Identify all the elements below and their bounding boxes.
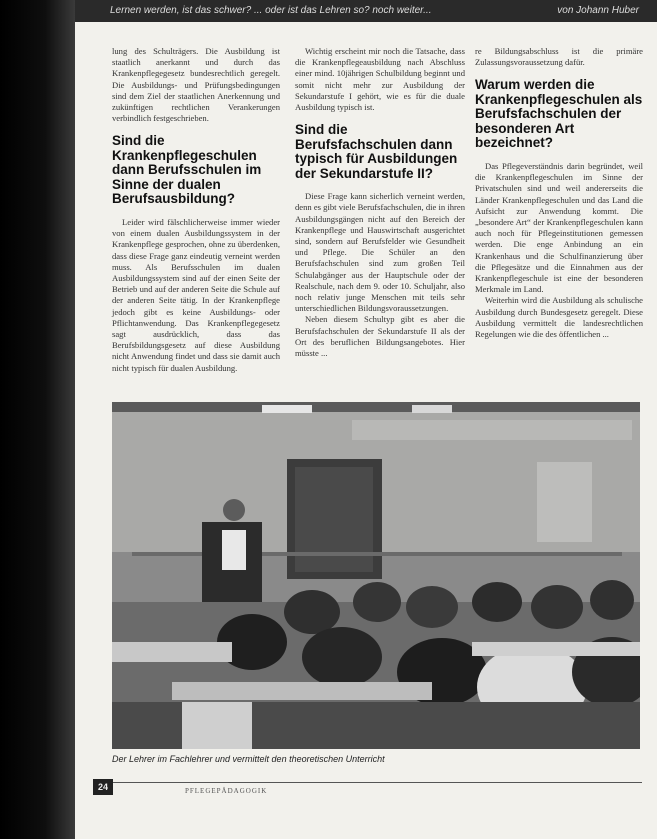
footer-brand: PFLEGEPÄDAGOGIK [185, 787, 268, 795]
paragraph: Weiterhin wird die Ausbildung als schulische Ausbildung durch Bundesgesetz geregelt. Diese Ausbildung vermittelt die landesrechtlichen Regelungen wie die des öffentlichen ... [475, 295, 643, 339]
photo-caption: Der Lehrer im Fachlehrer und vermittelt den theoretischen Unterricht [112, 754, 385, 764]
page-number: 24 [93, 779, 113, 795]
paragraph: Diese Frage kann sicherlich verneint werden, denn es gibt viele Berufsfachschulen, die in ihren Ausbildungsgängen nicht auf den Bereich der Krankenpflege und Hauswirtschaft ausgerichtet sind, sondern auf Berufsfelder wie Gesundheit und Pflege. Die Schüler an den Berufsfachschulen sind zum großen Teil Schulabgänger aus der Hauptschule oder der Realschule, nach dem 9. oder 10. Schuljahr, also noch relativ junge Menschen mit teils sehr unterschiedlichen Bildungsvoraussetzungen. [295, 191, 465, 314]
running-header [75, 0, 657, 22]
paragraph: re Bildungsabschluss ist die primäre Zulassungsvoraussetzung dafür. [475, 46, 643, 68]
classroom-photo-illustration [112, 402, 640, 749]
paragraph: Neben diesem Schultyp gibt es aber die Berufsfachschulen der Sekundarstufe II als der Ort des beruflichen Bildungsangebotes. Hier müsste ... [295, 314, 465, 359]
classroom-photo [112, 402, 640, 749]
paragraph: Wichtig erscheint mir noch die Tatsache, dass die Krankenpflegeausbildung nach Abschluss einer mind. 10jährigen Schulbildung beginnt und somit nicht mehr zur Ausbildung der Sekundarstufe I gehört, wie es für die duale Ausbildung typisch ist. [295, 46, 465, 113]
header-title: Lernen werden, ist das schwer? ... oder ist das Lehren so? noch weiter... [110, 5, 432, 16]
paragraph: lung des Schulträgers. Die Ausbildung ist staatlich anerkannt und durch das Krankenpflegegesetz bundesrechtlich geregelt. Die Ausbildungs- und Prüfungsbedingungen sind dem Ziel der staatlichen Anerkennung und zukünftigen rechtlichen Verankerungen verbindlich festgeschrieben. [112, 46, 280, 124]
footer-divider [112, 782, 642, 783]
section-heading: Warum werden die Krankenpflegeschulen als Berufsfachschulen der besonderen Art bezeichnet? [475, 77, 643, 151]
scan-edge-shadow [0, 0, 75, 839]
text-column-3 [475, 46, 643, 340]
text-column-2 [295, 46, 465, 359]
paragraph: Das Pflegeverständnis darin begründet, weil die Krankenpflegeschulen im Sinne der Privatschulen sind und weil andererseits die Länder Krankenpflegeschulen und das Land die Aufsicht zur Anwendung kommt. Die „besondere Art“ der Krankenpflegeschulen kann auch noch für Pflegeinstitutionen gemessen werden. Die enge Anbindung an ein Krankenhaus und die Schulfinanzierung über die Pflegesätze und die Einnahmen aus der Krankenpflegeschule ist eine der besonderen Merkmale im Land. [475, 160, 643, 295]
header-author: von Johann Huber [557, 5, 639, 16]
section-heading: Sind die Krankenpflegeschulen dann Berufsschulen im Sinne der dualen Berufsausbildung? [112, 133, 262, 207]
paragraph: Leider wird fälschlicherweise immer wieder von einem dualen Ausbildungssystem in der Krankenpflege gesprochen, ohne zu überdenken, dass diese Frage ganz eindeutig verneint werden muss. Als Berufsschulen im dualen Ausbildungssystem sind auf der einen Seite der Betrieb und auf der anderen Seite die Schule auf der anderen Seite tätig. In der Krankenpflege jedoch gibt es keine Ausbildungs- oder Pflichtanwendung. Das Krankenpflegegesetz sagt ausdrücklich, dass das Berufsbildungsgesetz auf diese Ausbildung nicht Anwendung findet und dass sie damit auch nicht typisch für dualen Ausbildung. [112, 216, 280, 373]
section-heading: Sind die Berufsfachschulen dann typisch für Ausbildungen der Sekundarstufe II? [295, 122, 458, 181]
text-column-1 [112, 46, 280, 374]
